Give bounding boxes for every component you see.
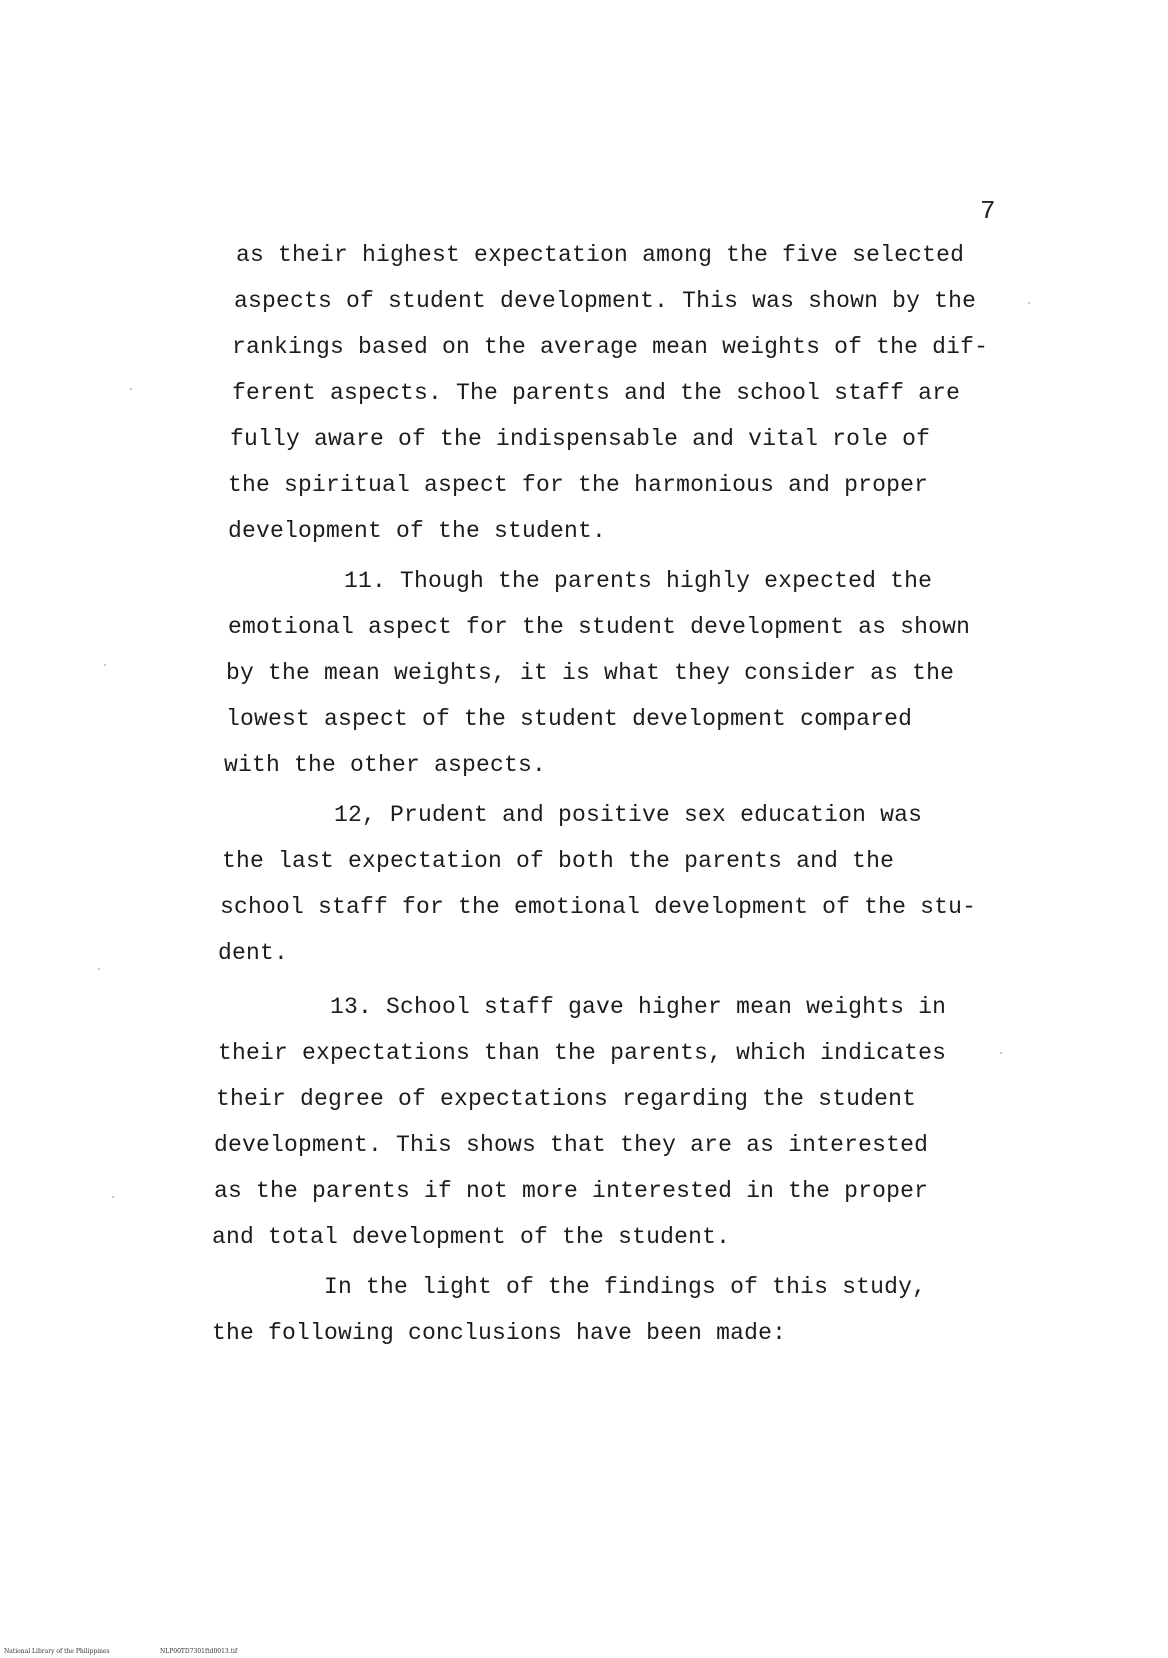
paragraph-11-start: 11. Though the parents highly expected the	[344, 568, 933, 594]
footer-file-name: NLP00TD7301ftd0013.tif	[160, 1648, 238, 1655]
scan-speck	[130, 388, 132, 390]
scan-speck	[1028, 302, 1030, 304]
text-line: development of the student.	[228, 518, 607, 544]
text-line: aspects of student development. This was shown by the	[234, 288, 977, 314]
text-line: the last expectation of both the parents and the	[222, 848, 895, 874]
text-line: school staff for the emotional development of the stu-	[220, 894, 977, 920]
text-line: ferent aspects. The parents and the school staff are	[232, 380, 961, 406]
text-line: lowest aspect of the student development compared	[226, 706, 913, 732]
text-line: by the mean weights, it is what they consider as the	[226, 660, 955, 686]
text-line: their degree of expectations regarding the student	[216, 1086, 917, 1112]
text-line: the following conclusions have been made:	[212, 1320, 787, 1346]
footer-library-name: National Library of the Philippines	[4, 1648, 110, 1655]
text-line: rankings based on the average mean weights of the dif-	[232, 334, 989, 360]
text-line: development. This shows that they are as interested	[214, 1132, 929, 1158]
text-line: dent.	[218, 940, 289, 966]
text-line: emotional aspect for the student development as shown	[228, 614, 971, 640]
scan-speck	[1000, 1052, 1002, 1054]
page-number: 7	[980, 196, 996, 226]
text-line: fully aware of the indispensable and vital role of	[230, 426, 931, 452]
scan-speck	[98, 968, 100, 970]
text-line: the spiritual aspect for the harmonious and proper	[228, 472, 929, 498]
text-line: their expectations than the parents, which indicates	[218, 1040, 947, 1066]
text-line: as the parents if not more interested in the proper	[214, 1178, 929, 1204]
scan-speck	[112, 1196, 114, 1198]
text-line: and total development of the student.	[212, 1224, 731, 1250]
paragraph-13-start: 13. School staff gave higher mean weights in	[330, 994, 947, 1020]
text-line: with the other aspects.	[224, 752, 547, 778]
conclusion-intro: In the light of the findings of this study,	[324, 1274, 927, 1300]
paragraph-12-start: 12, Prudent and positive sex education was	[334, 802, 923, 828]
text-line: as their highest expectation among the five selected	[236, 242, 965, 268]
scan-speck	[104, 664, 106, 666]
